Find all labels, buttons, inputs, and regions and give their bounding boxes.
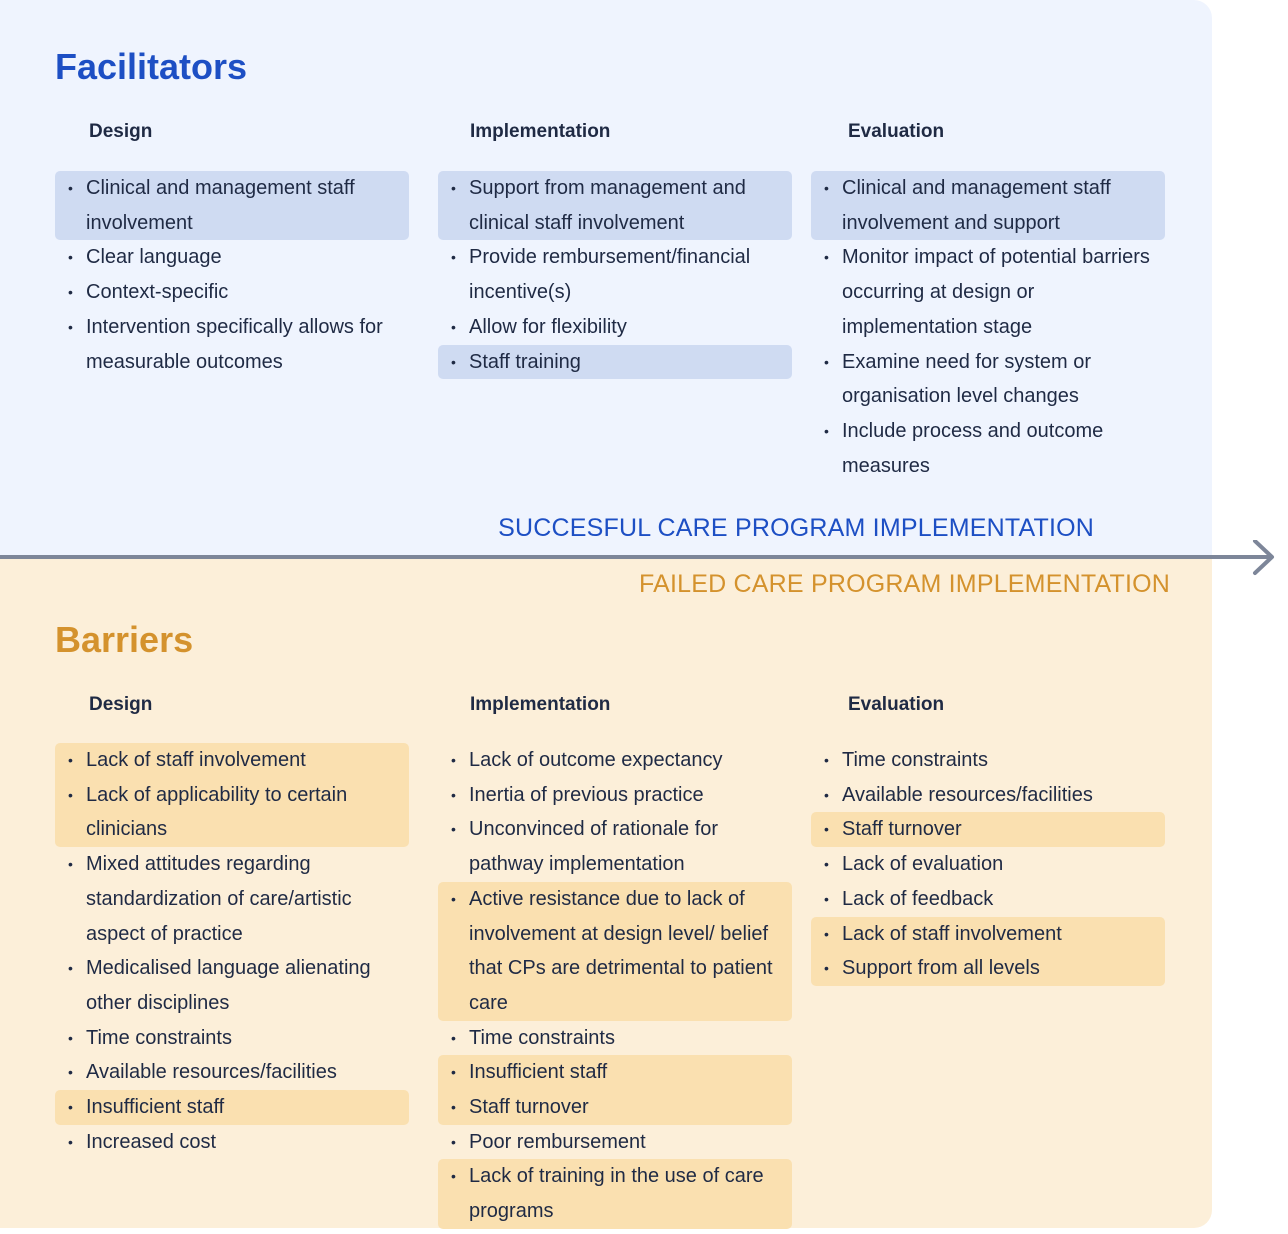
bullet-icon: • xyxy=(451,752,456,768)
list-item xyxy=(55,1055,409,1090)
list-item-text: Insufficient staff xyxy=(469,1061,608,1084)
bullet-icon: • xyxy=(824,786,829,803)
bullet-icon: • xyxy=(824,180,829,196)
list-item xyxy=(811,240,1165,344)
list-item-text: Time constraints xyxy=(469,1026,615,1049)
bullet-icon: • xyxy=(68,960,73,977)
barriers-title: Barriers xyxy=(55,619,194,660)
bullet-icon: • xyxy=(68,786,73,803)
facilitators-evaluation-list xyxy=(811,171,1165,483)
list-item-text: Provide rembursement/financial incentive(s) xyxy=(469,246,751,304)
list-item-text: Lack of feedback xyxy=(842,887,994,910)
list-item-text: Include process and outcome measures xyxy=(842,419,1104,477)
list-item-text: Medicalised language alienating other disciplines xyxy=(86,957,371,1014)
list-item xyxy=(55,847,409,951)
list-item xyxy=(55,171,409,240)
success-label: SUCCESFUL CARE PROGRAM IMPLEMENTATION xyxy=(498,514,1094,542)
list-item-text: Clear language xyxy=(86,246,222,269)
list-item-text: Insufficient staff xyxy=(86,1096,225,1119)
bullet-icon: • xyxy=(824,821,829,838)
list-item xyxy=(55,240,409,275)
bullet-icon: • xyxy=(824,422,829,439)
facilitators-evaluation-heading: Evaluation xyxy=(848,121,945,142)
bullet-icon: • xyxy=(451,180,456,196)
barriers-evaluation-heading: Evaluation xyxy=(848,694,945,715)
list-item xyxy=(438,1159,792,1228)
list-item xyxy=(438,1021,792,1056)
bullet-icon: • xyxy=(451,1029,456,1046)
bullet-icon: • xyxy=(824,925,829,942)
list-item xyxy=(438,1055,792,1090)
list-item-text: Clinical and management staff involvement xyxy=(86,177,355,234)
bullet-icon: • xyxy=(451,1099,456,1116)
bullet-icon: • xyxy=(451,1064,456,1081)
list-item-text: Time constraints xyxy=(842,749,988,771)
barriers-implementation-heading: Implementation xyxy=(470,694,611,715)
bullet-icon: • xyxy=(68,249,73,266)
bullet-icon: • xyxy=(451,318,456,335)
bullet-icon: • xyxy=(68,752,73,768)
list-item-text: Staff turnover xyxy=(842,818,962,841)
list-item-text: Increased cost xyxy=(86,1130,217,1153)
bullet-icon: • xyxy=(824,960,829,977)
list-item xyxy=(811,882,1165,917)
list-item-text: Examine need for system or organisation level changes xyxy=(842,350,1091,408)
bullet-icon: • xyxy=(451,1168,456,1185)
barriers-panel xyxy=(0,557,1212,1228)
list-item xyxy=(438,882,792,1021)
list-item-text: Available resources/facilities xyxy=(842,783,1093,806)
list-item-text: Monitor impact of potential barriers occurring at design or implementation stage xyxy=(842,246,1150,338)
list-item xyxy=(438,812,792,881)
list-item xyxy=(438,240,792,309)
list-item xyxy=(811,917,1165,952)
list-item xyxy=(811,743,1165,778)
list-item xyxy=(438,345,792,380)
bullet-icon: • xyxy=(824,890,829,907)
barriers-implementation-list xyxy=(438,743,792,1229)
barriers-design-list xyxy=(55,743,409,1159)
timeline-arrow-icon xyxy=(0,540,1288,576)
list-item-text: Unconvinced of rationale for pathway implementation xyxy=(469,818,719,876)
list-item-text: Support from all levels xyxy=(842,957,1040,980)
facilitators-implementation-list xyxy=(438,171,792,379)
list-item xyxy=(438,778,792,813)
bullet-icon: • xyxy=(68,856,73,873)
list-item xyxy=(811,847,1165,882)
failure-label: FAILED CARE PROGRAM IMPLEMENTATION xyxy=(639,570,1170,598)
list-item xyxy=(811,951,1165,986)
list-item xyxy=(55,743,409,778)
list-item xyxy=(811,345,1165,414)
bullet-icon: • xyxy=(451,1133,456,1150)
bullet-icon: • xyxy=(451,353,456,370)
list-item xyxy=(55,275,409,310)
list-item-text: Time constraints xyxy=(86,1026,232,1049)
list-item-text: Clinical and management staff involvement and support xyxy=(842,177,1111,234)
list-item-text: Lack of staff involvement xyxy=(842,922,1062,945)
list-item xyxy=(438,1090,792,1125)
list-item xyxy=(55,778,409,847)
facilitators-title: Facilitators xyxy=(55,46,248,87)
list-item xyxy=(811,778,1165,813)
bullet-icon: • xyxy=(824,752,829,768)
list-item-text: Intervention specifically allows for measurable outcomes xyxy=(86,315,383,373)
list-item-text: Staff training xyxy=(469,350,581,373)
list-item xyxy=(811,414,1165,483)
bullet-icon: • xyxy=(68,1029,73,1046)
list-item xyxy=(55,1021,409,1056)
bullet-icon: • xyxy=(451,786,456,803)
list-item-text: Poor rembursement xyxy=(469,1130,646,1153)
list-item xyxy=(438,1125,792,1160)
list-item xyxy=(55,951,409,1020)
barriers-design-heading: Design xyxy=(89,694,153,715)
bullet-icon: • xyxy=(824,856,829,873)
list-item-text: Lack of evaluation xyxy=(842,853,1004,876)
list-item-text: Staff turnover xyxy=(469,1096,589,1119)
facilitators-design-list xyxy=(55,171,409,379)
list-item xyxy=(438,743,792,778)
barriers-evaluation-list xyxy=(811,743,1165,986)
bullet-icon: • xyxy=(451,249,456,266)
bullet-icon: • xyxy=(68,284,73,301)
list-item-text: Lack of staff involvement xyxy=(86,749,306,771)
list-item xyxy=(55,310,409,379)
bullet-icon: • xyxy=(68,318,73,335)
list-item-text: Lack of applicability to certain clinicians xyxy=(86,783,348,841)
bullet-icon: • xyxy=(824,353,829,370)
facilitators-panel xyxy=(0,0,1212,557)
list-item-text: Allow for flexibility xyxy=(469,315,627,338)
list-item-text: Lack of outcome expectancy xyxy=(469,749,723,771)
bullet-icon: • xyxy=(68,1064,73,1081)
facilitators-design-heading: Design xyxy=(89,121,153,142)
list-item-text: Mixed attitudes regarding standardization of care/artistic aspect of practice xyxy=(86,853,352,945)
facilitators-implementation-heading: Implementation xyxy=(470,121,611,142)
bullet-icon: • xyxy=(68,1099,73,1116)
list-item-text: Active resistance due to lack of involvement at design level/ belief that CPs are detrimental to patient care xyxy=(469,887,773,1014)
list-item xyxy=(438,171,792,240)
list-item xyxy=(438,310,792,345)
bullet-icon: • xyxy=(68,180,73,196)
bullet-icon: • xyxy=(824,249,829,266)
bullet-icon: • xyxy=(68,1133,73,1150)
list-item xyxy=(55,1125,409,1160)
list-item-text: Context-specific xyxy=(86,281,229,304)
list-item-text: Inertia of previous practice xyxy=(469,783,704,806)
list-item xyxy=(811,171,1165,240)
list-item xyxy=(55,1090,409,1125)
list-item-text: Lack of training in the use of care programs xyxy=(469,1165,764,1223)
list-item-text: Support from management and clinical staff involvement xyxy=(469,177,746,234)
list-item xyxy=(811,812,1165,847)
list-item-text: Available resources/facilities xyxy=(86,1061,337,1084)
bullet-icon: • xyxy=(451,890,456,907)
bullet-icon: • xyxy=(451,821,456,838)
